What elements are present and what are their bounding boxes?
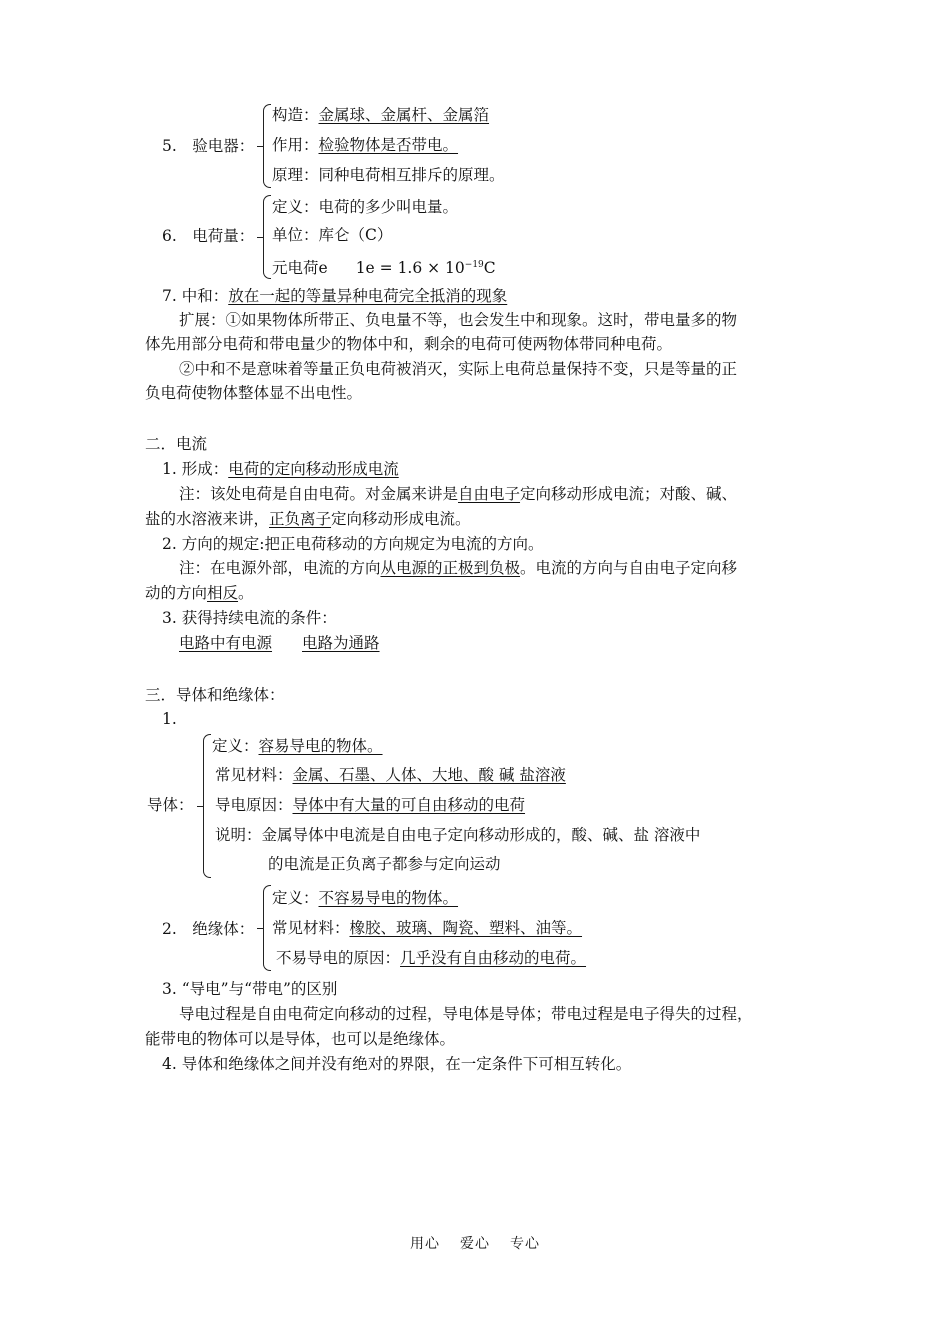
item5-function <box>272 134 458 156</box>
conductor-definition <box>212 735 383 757</box>
condition-1: 电路中有电源 <box>179 634 273 652</box>
item5-structure <box>272 104 489 126</box>
conductor-reason <box>215 794 525 816</box>
s3-item4: 4. 导体和绝缘体之间并没有绝对的界限，在一定条件下可相互转化。 <box>162 1055 632 1073</box>
conductor-def-value: 容易导电的物体。 <box>258 737 383 755</box>
section3-title: 三．导体和绝缘体： <box>145 686 285 704</box>
brace-insulator <box>263 885 271 971</box>
footer-word-1: 用心 <box>410 1236 440 1252</box>
insulator-definition <box>272 887 458 909</box>
note2b-pre: 动的方向 <box>145 584 208 602</box>
insulator-reason <box>276 947 586 969</box>
s2-note2a <box>179 557 737 579</box>
note2a-post: 。电流的方向与自由电子定向移 <box>520 559 738 577</box>
item6-label: 6. 电荷量： <box>162 227 255 245</box>
conductor-label: 导体： <box>147 796 194 814</box>
condition-2: 电路为通路 <box>302 634 380 652</box>
note1a-post: 定向移动形成电流；对酸、碱、 <box>520 485 738 503</box>
item7-value: 放在一起的等量异种电荷完全抵消的现象 <box>228 287 508 305</box>
s2-conditions <box>179 632 380 654</box>
function-value: 检验物体是否带电。 <box>318 136 459 154</box>
extension-2a: ②中和不是意味着等量正负电荷被消灭，实际上电荷总量保持不变，只是等量的正 <box>179 360 738 378</box>
s2-note1a <box>179 483 737 505</box>
note2a-underline: 从电源的正极到负极 <box>380 559 521 577</box>
elementary-charge-exponent: −19 <box>464 260 484 270</box>
elementary-charge-unit: C <box>483 259 496 278</box>
page-footer <box>0 1233 950 1253</box>
conductor-explanation-1: 说明：金属导体中电流是自由电子定向移动形成的，酸、碱、盐 溶液中 <box>215 826 701 844</box>
s2-item1-value: 电荷的定向移动形成电流 <box>228 460 399 478</box>
conductor-def-prefix: 定义： <box>212 737 259 755</box>
s2-item1 <box>162 458 399 480</box>
insulator-def-prefix: 定义： <box>272 889 319 907</box>
structure-prefix: 构造： <box>272 106 319 124</box>
conductor-reason-prefix: 导电原因： <box>215 796 293 814</box>
insulator-mat-prefix: 常见材料： <box>272 919 350 937</box>
insulator-def-value: 不容易导电的物体。 <box>318 889 459 907</box>
s2-item2: 2. 方向的规定:把正电荷移动的方向规定为电流的方向。 <box>162 535 544 553</box>
s3-difference-2: 能带电的物体可以是导体，也可以是绝缘体。 <box>145 1030 456 1048</box>
extension-2b: 负电荷使物体整体显不出电性。 <box>145 384 363 402</box>
s3-difference-1: 导电过程是自由电荷定向移动的过程，导电体是导体；带电过程是电子得失的过程， <box>179 1005 753 1023</box>
conductor-mat-value: 金属、石墨、人体、大地、酸 碱 盐溶液 <box>292 766 566 784</box>
elementary-charge-label: 元电荷e <box>272 259 328 278</box>
note2a-pre: 注：在电源外部，电流的方向 <box>179 559 381 577</box>
s2-note2b <box>145 582 254 604</box>
insulator-mat-value: 橡胶、玻璃、陶瓷、塑料、油等。 <box>349 919 583 937</box>
s2-item3: 3. 获得持续电流的条件： <box>162 609 337 627</box>
item6-elementary-charge <box>272 254 496 279</box>
brace-electroscope <box>263 104 271 188</box>
item6-unit: 单位：库仑（C） <box>272 226 393 244</box>
footer-word-2: 爱心 <box>460 1236 490 1252</box>
section2-title: 二．电流 <box>145 435 208 453</box>
note1b-post: 定向移动形成电流。 <box>331 510 471 528</box>
s3-item3: 3. “导电”与“带电”的区别 <box>162 980 338 998</box>
conductor-materials <box>215 764 566 786</box>
function-prefix: 作用： <box>272 136 319 154</box>
brace-conductor <box>203 734 211 878</box>
item7-neutralization <box>162 285 507 307</box>
elementary-charge-formula: 1e = 1.6 × 10 <box>355 259 465 278</box>
note2b-underline: 相反 <box>207 584 239 602</box>
brace-charge <box>263 195 271 279</box>
conductor-mat-prefix: 常见材料： <box>215 766 293 784</box>
item5-label: 5. 验电器： <box>162 137 255 155</box>
item7-prefix: 7. 中和： <box>162 287 229 305</box>
s3-item1: 1. <box>162 710 177 728</box>
footer-word-3: 专心 <box>510 1236 540 1252</box>
s2-item1-prefix: 1. 形成： <box>162 460 229 478</box>
note1a-pre: 注：该处电荷是自由电荷。对金属来讲是 <box>179 485 459 503</box>
insulator-reason-prefix: 不易导电的原因： <box>276 949 401 967</box>
item6-definition: 定义：电荷的多少叫电量。 <box>272 198 459 216</box>
note1b-underline: 正负离子 <box>269 510 332 528</box>
structure-value: 金属球、金属杆、金属箔 <box>318 106 490 124</box>
insulator-reason-value: 几乎没有自由移动的电荷。 <box>400 949 587 967</box>
extension-1a: 扩展：①如果物体所带正、负电量不等，也会发生中和现象。这时，带电量多的物 <box>179 311 738 329</box>
conductor-explanation-2: 的电流是正负离子都参与定向运动 <box>268 855 501 873</box>
note1a-underline: 自由电子 <box>458 485 521 503</box>
s2-note1b <box>145 508 471 530</box>
insulator-label: 2. 绝缘体： <box>162 920 255 938</box>
item5-principle: 原理：同种电荷相互排斥的原理。 <box>272 166 505 184</box>
conductor-reason-value: 导体中有大量的可自由移动的电荷 <box>292 796 526 814</box>
extension-1b: 体先用部分电荷和带电量少的物体中和，剩余的电荷可使两物体带同种电荷。 <box>145 335 673 353</box>
insulator-materials <box>272 917 582 939</box>
note2b-post: 。 <box>238 584 254 602</box>
note1b-pre: 盐的水溶液来讲， <box>145 510 270 528</box>
